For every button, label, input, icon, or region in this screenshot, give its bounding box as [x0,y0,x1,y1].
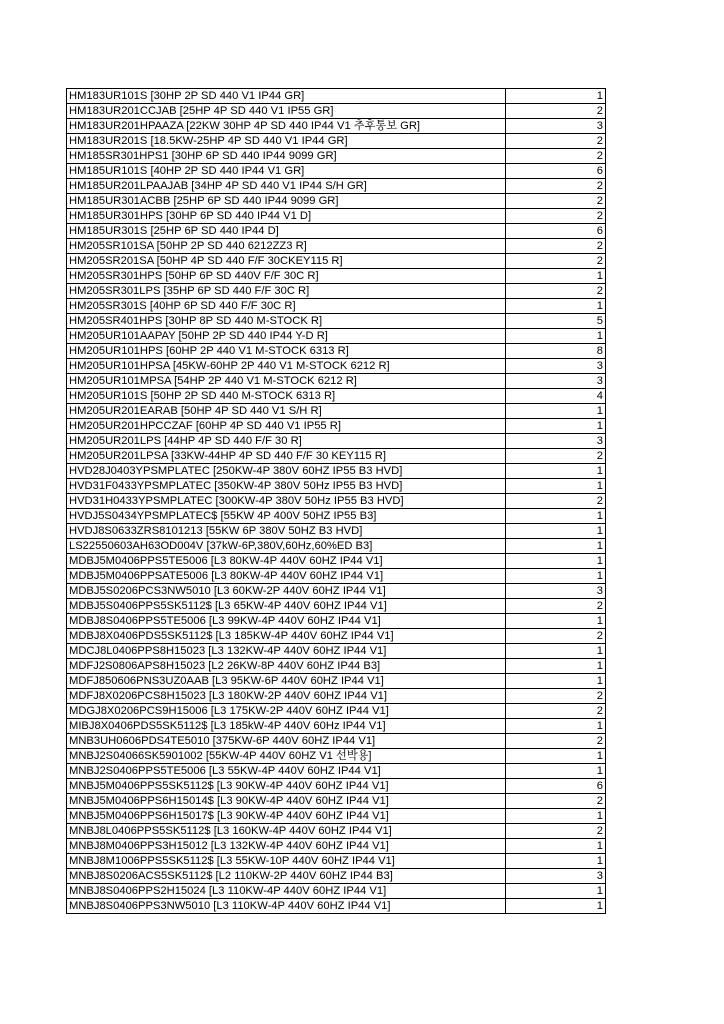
item-quantity-cell[interactable]: 8 [506,344,606,359]
table-row [67,644,606,659]
item-quantity-cell[interactable]: 1 [506,899,606,914]
table-row [67,254,606,269]
table-row [67,284,606,299]
item-quantity-cell[interactable]: 2 [506,449,606,464]
item-description-cell[interactable]: HM183UR201S [18.5KW-25HP 4P SD 440 V1 IP44 GR] [67,134,506,149]
table-row [67,794,606,809]
item-description-cell[interactable]: HM205UR201HPCCZAF [60HP 4P SD 440 V1 IP55 R] [67,419,506,434]
item-description-cell[interactable]: MDBJ8X0406PDS5SK5112$ [L3 185KW-4P 440V 60HZ IP44 V1] [67,629,506,644]
item-quantity-cell[interactable]: 1 [506,299,606,314]
item-quantity-cell[interactable]: 1 [506,854,606,869]
item-description-cell[interactable]: HM205SR301HPS [50HP 6P SD 440V F/F 30C R] [67,269,506,284]
item-description-cell[interactable]: HM205SR301S [40HP 6P SD 440 F/F 30C R] [67,299,506,314]
item-quantity-cell[interactable]: 4 [506,389,606,404]
item-quantity-cell[interactable]: 1 [506,809,606,824]
item-description-cell[interactable]: MDFJ8X0206PCS8H15023 [L3 180KW-2P 440V 60HZ IP44 V1] [67,689,506,704]
item-description-cell[interactable]: HM183UR201CCJAB [25HP 4P SD 440 V1 IP55 GR] [67,104,506,119]
item-description-cell[interactable]: MNBJ8M0406PPS3H15012 [L3 132KW-4P 440V 60HZ IP44 V1] [67,839,506,854]
table-row [67,134,606,149]
table-row [67,539,606,554]
item-quantity-cell[interactable]: 2 [506,209,606,224]
table-row [67,164,606,179]
table-row [67,719,606,734]
table-row [67,314,606,329]
table-row [67,614,606,629]
item-description-cell[interactable]: HM185UR101S [40HP 2P SD 440 IP44 V1 GR] [67,164,506,179]
item-description-cell[interactable]: HM205SR201SA [50HP 4P SD 440 F/F 30CKEY115 R] [67,254,506,269]
item-quantity-cell[interactable]: 1 [506,644,606,659]
items-table-body [67,89,606,914]
item-description-cell[interactable]: HM205UR201EARAB [50HP 4P SD 440 V1 S/H R] [67,404,506,419]
table-row [67,89,606,104]
table-row [67,734,606,749]
item-quantity-cell[interactable]: 1 [506,524,606,539]
item-quantity-cell[interactable]: 1 [506,269,606,284]
item-description-cell[interactable]: MDBJ5M0406PPSATE5006 [L3 80KW-4P 440V 60HZ IP44 V1] [67,569,506,584]
table-row [67,854,606,869]
item-description-cell[interactable]: MDBJ8S0406PPS5TE5006 [L3 99KW-4P 440V 60HZ IP44 V1] [67,614,506,629]
item-quantity-cell[interactable]: 2 [506,284,606,299]
table-row [67,224,606,239]
item-description-cell[interactable]: MNB3UH0606PDS4TE5010 [375KW-6P 440V 60HZ IP44 V1] [67,734,506,749]
item-quantity-cell[interactable]: 3 [506,359,606,374]
table-row [67,779,606,794]
item-description-cell[interactable]: MNBJ5M0406PPS6H15014$ [L3 90KW-4P 440V 60HZ IP44 V1] [67,794,506,809]
table-row [67,629,606,644]
table-row [67,404,606,419]
item-description-cell[interactable]: HVD31F0433YPSMPLATEC [350KW-4P 380V 50Hz IP55 B3 HVD] [67,479,506,494]
item-quantity-cell[interactable]: 1 [506,479,606,494]
item-quantity-cell[interactable]: 1 [506,509,606,524]
item-quantity-cell[interactable]: 1 [506,89,606,104]
item-description-cell[interactable]: MDBJ5S0406PPS5SK5112$ [L3 65KW-4P 440V 60HZ IP44 V1] [67,599,506,614]
item-description-cell[interactable]: LS22550603AH63OD004V [37kW-6P,380V,60Hz,60%ED B3] [67,539,506,554]
table-row [67,104,606,119]
table-row [67,599,606,614]
item-quantity-cell[interactable]: 1 [506,839,606,854]
item-quantity-cell[interactable]: 3 [506,434,606,449]
item-quantity-cell[interactable]: 1 [506,674,606,689]
table-row [67,359,606,374]
item-description-cell[interactable]: MNBJ5M0406PPS6H15017$ [L3 90KW-4P 440V 60HZ IP44 V1] [67,809,506,824]
table-row [67,509,606,524]
table-row [67,344,606,359]
table-row [67,419,606,434]
table-row [67,899,606,914]
item-quantity-cell[interactable]: 6 [506,779,606,794]
item-description-cell[interactable]: HVD28J0403YPSMPLATEC [250KW-4P 380V 60HZ IP55 B3 HVD] [67,464,506,479]
item-description-cell[interactable]: HM205UR101HPS [60HP 2P 440 V1 M-STOCK 6313 R] [67,344,506,359]
item-description-cell[interactable]: HM185UR201LPAAJAB [34HP 4P SD 440 V1 IP44 S/H GR] [67,179,506,194]
items-table [66,88,606,914]
table-row [67,239,606,254]
item-quantity-cell[interactable]: 3 [506,869,606,884]
item-description-cell[interactable]: HM205UR201LPS [44HP 4P SD 440 F/F 30 R] [67,434,506,449]
table-row [67,149,606,164]
item-quantity-cell[interactable]: 6 [506,224,606,239]
table-row [67,524,606,539]
item-quantity-cell[interactable]: 3 [506,119,606,134]
item-quantity-cell[interactable]: 1 [506,569,606,584]
item-description-cell[interactable]: MDFJ2S0806APS8H15023 [L2 26KW-8P 440V 60HZ IP44 B3] [67,659,506,674]
item-quantity-cell[interactable]: 1 [506,464,606,479]
table-row [67,869,606,884]
item-quantity-cell[interactable]: 2 [506,254,606,269]
item-quantity-cell[interactable]: 3 [506,584,606,599]
item-quantity-cell[interactable]: 2 [506,494,606,509]
item-quantity-cell[interactable]: 1 [506,719,606,734]
table-row [67,479,606,494]
item-quantity-cell[interactable]: 2 [506,599,606,614]
spreadsheet-page [66,88,605,914]
table-row [67,764,606,779]
table-row [67,119,606,134]
item-description-cell[interactable]: HM185UR301S [25HP 6P SD 440 IP44 D] [67,224,506,239]
item-description-cell[interactable]: MIBJ8X0406PDS5SK5112$ [L3 185kW-4P 440V 60Hz IP44 V1] [67,719,506,734]
item-description-cell[interactable]: HM185UR301ACBB [25HP 6P SD 440 IP44 9099 GR] [67,194,506,209]
table-row [67,749,606,764]
item-description-cell[interactable]: MNBJ8L0406PPS5SK5112$ [L3 160KW-4P 440V 60HZ IP44 V1] [67,824,506,839]
item-description-cell[interactable]: HM183UR101S [30HP 2P SD 440 V1 IP44 GR] [67,89,506,104]
item-quantity-cell[interactable]: 3 [506,374,606,389]
item-description-cell[interactable]: HM205SR301LPS [35HP 6P SD 440 F/F 30C R] [67,284,506,299]
item-description-cell[interactable]: MNBJ2S04066SK5901002 [55KW-4P 440V 60HZ V1 선박용] [67,749,506,764]
table-row [67,374,606,389]
item-quantity-cell[interactable]: 1 [506,614,606,629]
item-quantity-cell[interactable]: 2 [506,149,606,164]
item-quantity-cell[interactable]: 6 [506,164,606,179]
item-description-cell[interactable]: MDBJ5S0206PCS3NW5010 [L3 60KW-2P 440V 60HZ IP44 V1] [67,584,506,599]
item-description-cell[interactable]: MNBJ8S0406PPS3NW5010 [L3 110KW-4P 440V 60HZ IP44 V1] [67,899,506,914]
table-row [67,434,606,449]
item-quantity-cell[interactable]: 2 [506,794,606,809]
table-row [67,674,606,689]
table-row [67,569,606,584]
item-description-cell[interactable]: MDGJ8X0206PCS9H15006 [L3 175KW-2P 440V 60HZ IP44 V1] [67,704,506,719]
item-description-cell[interactable]: HM185UR301HPS [30HP 6P SD 440 IP44 V1 D] [67,209,506,224]
item-quantity-cell[interactable]: 2 [506,689,606,704]
item-quantity-cell[interactable]: 1 [506,329,606,344]
item-description-cell[interactable]: HVDJ5S0434YPSMPLATEC$ [55KW 4P 400V 50HZ IP55 B3] [67,509,506,524]
item-description-cell[interactable]: HM205SR101SA [50HP 2P SD 440 6212ZZ3 R] [67,239,506,254]
table-row [67,824,606,839]
item-description-cell[interactable]: MDFJ850606PNS3UZ0AAB [L3 95KW-6P 440V 60HZ IP44 V1] [67,674,506,689]
item-description-cell[interactable]: MDBJ5M0406PPS5TE5006 [L3 80KW-4P 440V 60HZ IP44 V1] [67,554,506,569]
table-row [67,179,606,194]
item-description-cell[interactable]: HM183UR201HPAAZA [22KW 30HP 4P SD 440 IP44 V1 추후통보 GR] [67,119,506,134]
item-quantity-cell[interactable]: 1 [506,659,606,674]
table-row [67,449,606,464]
item-quantity-cell[interactable]: 1 [506,419,606,434]
table-row [67,584,606,599]
item-description-cell[interactable]: MNBJ8S0206ACS5SK5112$ [L2 110KW-2P 440V 60HZ IP44 B3] [67,869,506,884]
item-quantity-cell[interactable]: 2 [506,824,606,839]
table-row [67,389,606,404]
item-description-cell[interactable]: HVDJ8S0633ZRS8101213 [55KW 6P 380V 50HZ B3 HVD] [67,524,506,539]
item-quantity-cell[interactable]: 2 [506,179,606,194]
item-quantity-cell[interactable]: 1 [506,764,606,779]
table-row [67,464,606,479]
item-description-cell[interactable]: HM205SR401HPS [30HP 8P SD 440 M-STOCK R] [67,314,506,329]
item-description-cell[interactable]: HM205UR101HPSA [45KW-60HP 2P 440 V1 M-STOCK 6212 R] [67,359,506,374]
table-row [67,269,606,284]
table-row [67,884,606,899]
item-quantity-cell[interactable]: 2 [506,629,606,644]
item-description-cell[interactable]: MDCJ8L0406PPS8H15023 [L3 132KW-4P 440V 60HZ IP44 V1] [67,644,506,659]
item-description-cell[interactable]: MNBJ8S0406PPS2H15024 [L3 110KW-4P 440V 60HZ IP44 V1] [67,884,506,899]
table-row [67,209,606,224]
table-row [67,299,606,314]
item-quantity-cell[interactable]: 1 [506,749,606,764]
item-description-cell[interactable]: HM205UR101S [50HP 2P SD 440 M-STOCK 6313 R] [67,389,506,404]
item-description-cell[interactable]: HM205UR101AAPAY [50HP 2P SD 440 IP44 Y-D R] [67,329,506,344]
item-quantity-cell[interactable]: 2 [506,239,606,254]
item-quantity-cell[interactable]: 1 [506,884,606,899]
table-row [67,194,606,209]
item-quantity-cell[interactable]: 5 [506,314,606,329]
item-quantity-cell[interactable]: 1 [506,554,606,569]
item-quantity-cell[interactable]: 1 [506,404,606,419]
item-quantity-cell[interactable]: 2 [506,734,606,749]
table-row [67,329,606,344]
item-quantity-cell[interactable]: 2 [506,704,606,719]
item-quantity-cell[interactable]: 1 [506,539,606,554]
table-row [67,659,606,674]
item-description-cell[interactable]: HM185SR301HPS1 [30HP 6P SD 440 IP44 9099 GR] [67,149,506,164]
table-row [67,704,606,719]
table-row [67,839,606,854]
item-description-cell[interactable]: MNBJ2S0406PPS5TE5006 [L3 55KW-4P 440V 60HZ IP44 V1] [67,764,506,779]
table-row [67,494,606,509]
item-quantity-cell[interactable]: 2 [506,104,606,119]
item-description-cell[interactable]: HM205UR101MPSA [54HP 2P 440 V1 M-STOCK 6212 R] [67,374,506,389]
item-quantity-cell[interactable]: 2 [506,194,606,209]
item-quantity-cell[interactable]: 2 [506,134,606,149]
item-description-cell[interactable]: MNBJ8M1006PPS5SK5112$ [L3 55KW-10P 440V 60HZ IP44 V1] [67,854,506,869]
item-description-cell[interactable]: MNBJ5M0406PPS5SK5112$ [L3 90KW-4P 440V 60HZ IP44 V1] [67,779,506,794]
table-row [67,554,606,569]
item-description-cell[interactable]: HM205UR201LPSA [33KW-44HP 4P SD 440 F/F 30 KEY115 R] [67,449,506,464]
table-row [67,689,606,704]
item-description-cell[interactable]: HVD31H0433YPSMPLATEC [300KW-4P 380V 50Hz IP55 B3 HVD] [67,494,506,509]
table-row [67,809,606,824]
